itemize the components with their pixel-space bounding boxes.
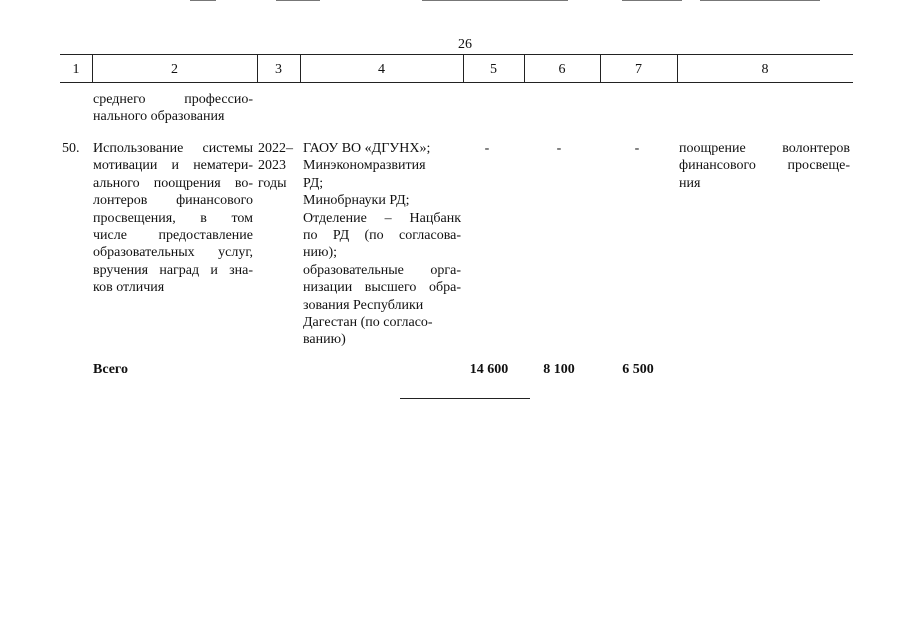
text-line: просвещения, в том (93, 210, 253, 226)
header-top-rule (60, 54, 853, 55)
header-bottom-rule (60, 82, 853, 83)
responsible-executors (303, 140, 461, 349)
funding-value: - (634, 141, 640, 156)
text-line: образовательные орга- (303, 262, 461, 278)
text-line: Использование системы (93, 141, 253, 156)
text-line: финансового просвеще- (679, 158, 850, 174)
scan-artifact (422, 0, 568, 1)
text-line: РД; (303, 175, 324, 191)
text-line: числе предоставление (93, 228, 253, 244)
column-number: 3 (275, 62, 282, 77)
funding-value: - (484, 141, 490, 156)
text-line: поощрение волонтеров (679, 141, 850, 156)
text-line: Отделение – Нацбанк (303, 210, 461, 226)
scan-artifact (700, 0, 820, 1)
text-line: годы (258, 175, 287, 191)
text-line: лонтеров финансового (93, 193, 253, 209)
measure-description (93, 140, 253, 297)
row-number: 50. (62, 141, 80, 156)
scan-artifact (622, 0, 682, 1)
timeframe (258, 140, 300, 192)
continuation-cell (93, 91, 253, 126)
total-label: Всего (93, 362, 128, 377)
text-line: среднего профессио- (93, 92, 253, 107)
text-line: ванию) (303, 332, 346, 348)
end-separator (400, 398, 530, 399)
column-number: 5 (490, 62, 497, 77)
text-line: Минэкономразвития (303, 158, 426, 174)
page-number: 26 (458, 37, 472, 52)
text-line: Минобрнауки РД; (303, 193, 410, 209)
expected-result (679, 140, 850, 192)
text-line: нию); (303, 245, 337, 261)
text-line: по РД (по согласова- (303, 228, 461, 244)
text-line: 2023 (258, 158, 286, 174)
column-number: 6 (558, 62, 566, 77)
column-number: 2 (171, 62, 178, 77)
text-line: ГАОУ ВО «ДГУНХ»; (303, 141, 431, 156)
column-number: 1 (72, 62, 80, 77)
text-line: ального поощрения во- (93, 175, 253, 191)
text-line: 2022– (258, 141, 293, 156)
text-line: образовательных услуг, (93, 245, 253, 261)
scan-artifact (276, 0, 320, 1)
text-line: вручения наград и зна- (93, 262, 253, 278)
scan-artifact (190, 0, 216, 1)
funding-value: - (556, 141, 562, 156)
column-number: 4 (378, 62, 385, 77)
total-value: 8 100 (543, 362, 575, 377)
total-value: 14 600 (469, 362, 509, 377)
text-line: ния (679, 175, 701, 191)
column-number: 8 (761, 62, 769, 77)
text-line: мотивации и нематери- (93, 158, 253, 174)
total-value: 6 500 (622, 362, 654, 377)
text-line: зования Республики (303, 297, 424, 313)
text-line: ков отличия (93, 280, 165, 296)
text-line: Дагестан (по согласо- (303, 315, 433, 331)
column-number: 7 (635, 62, 642, 77)
text-line: низации высшего обра- (303, 280, 461, 296)
text-line: нального образования (93, 109, 225, 125)
